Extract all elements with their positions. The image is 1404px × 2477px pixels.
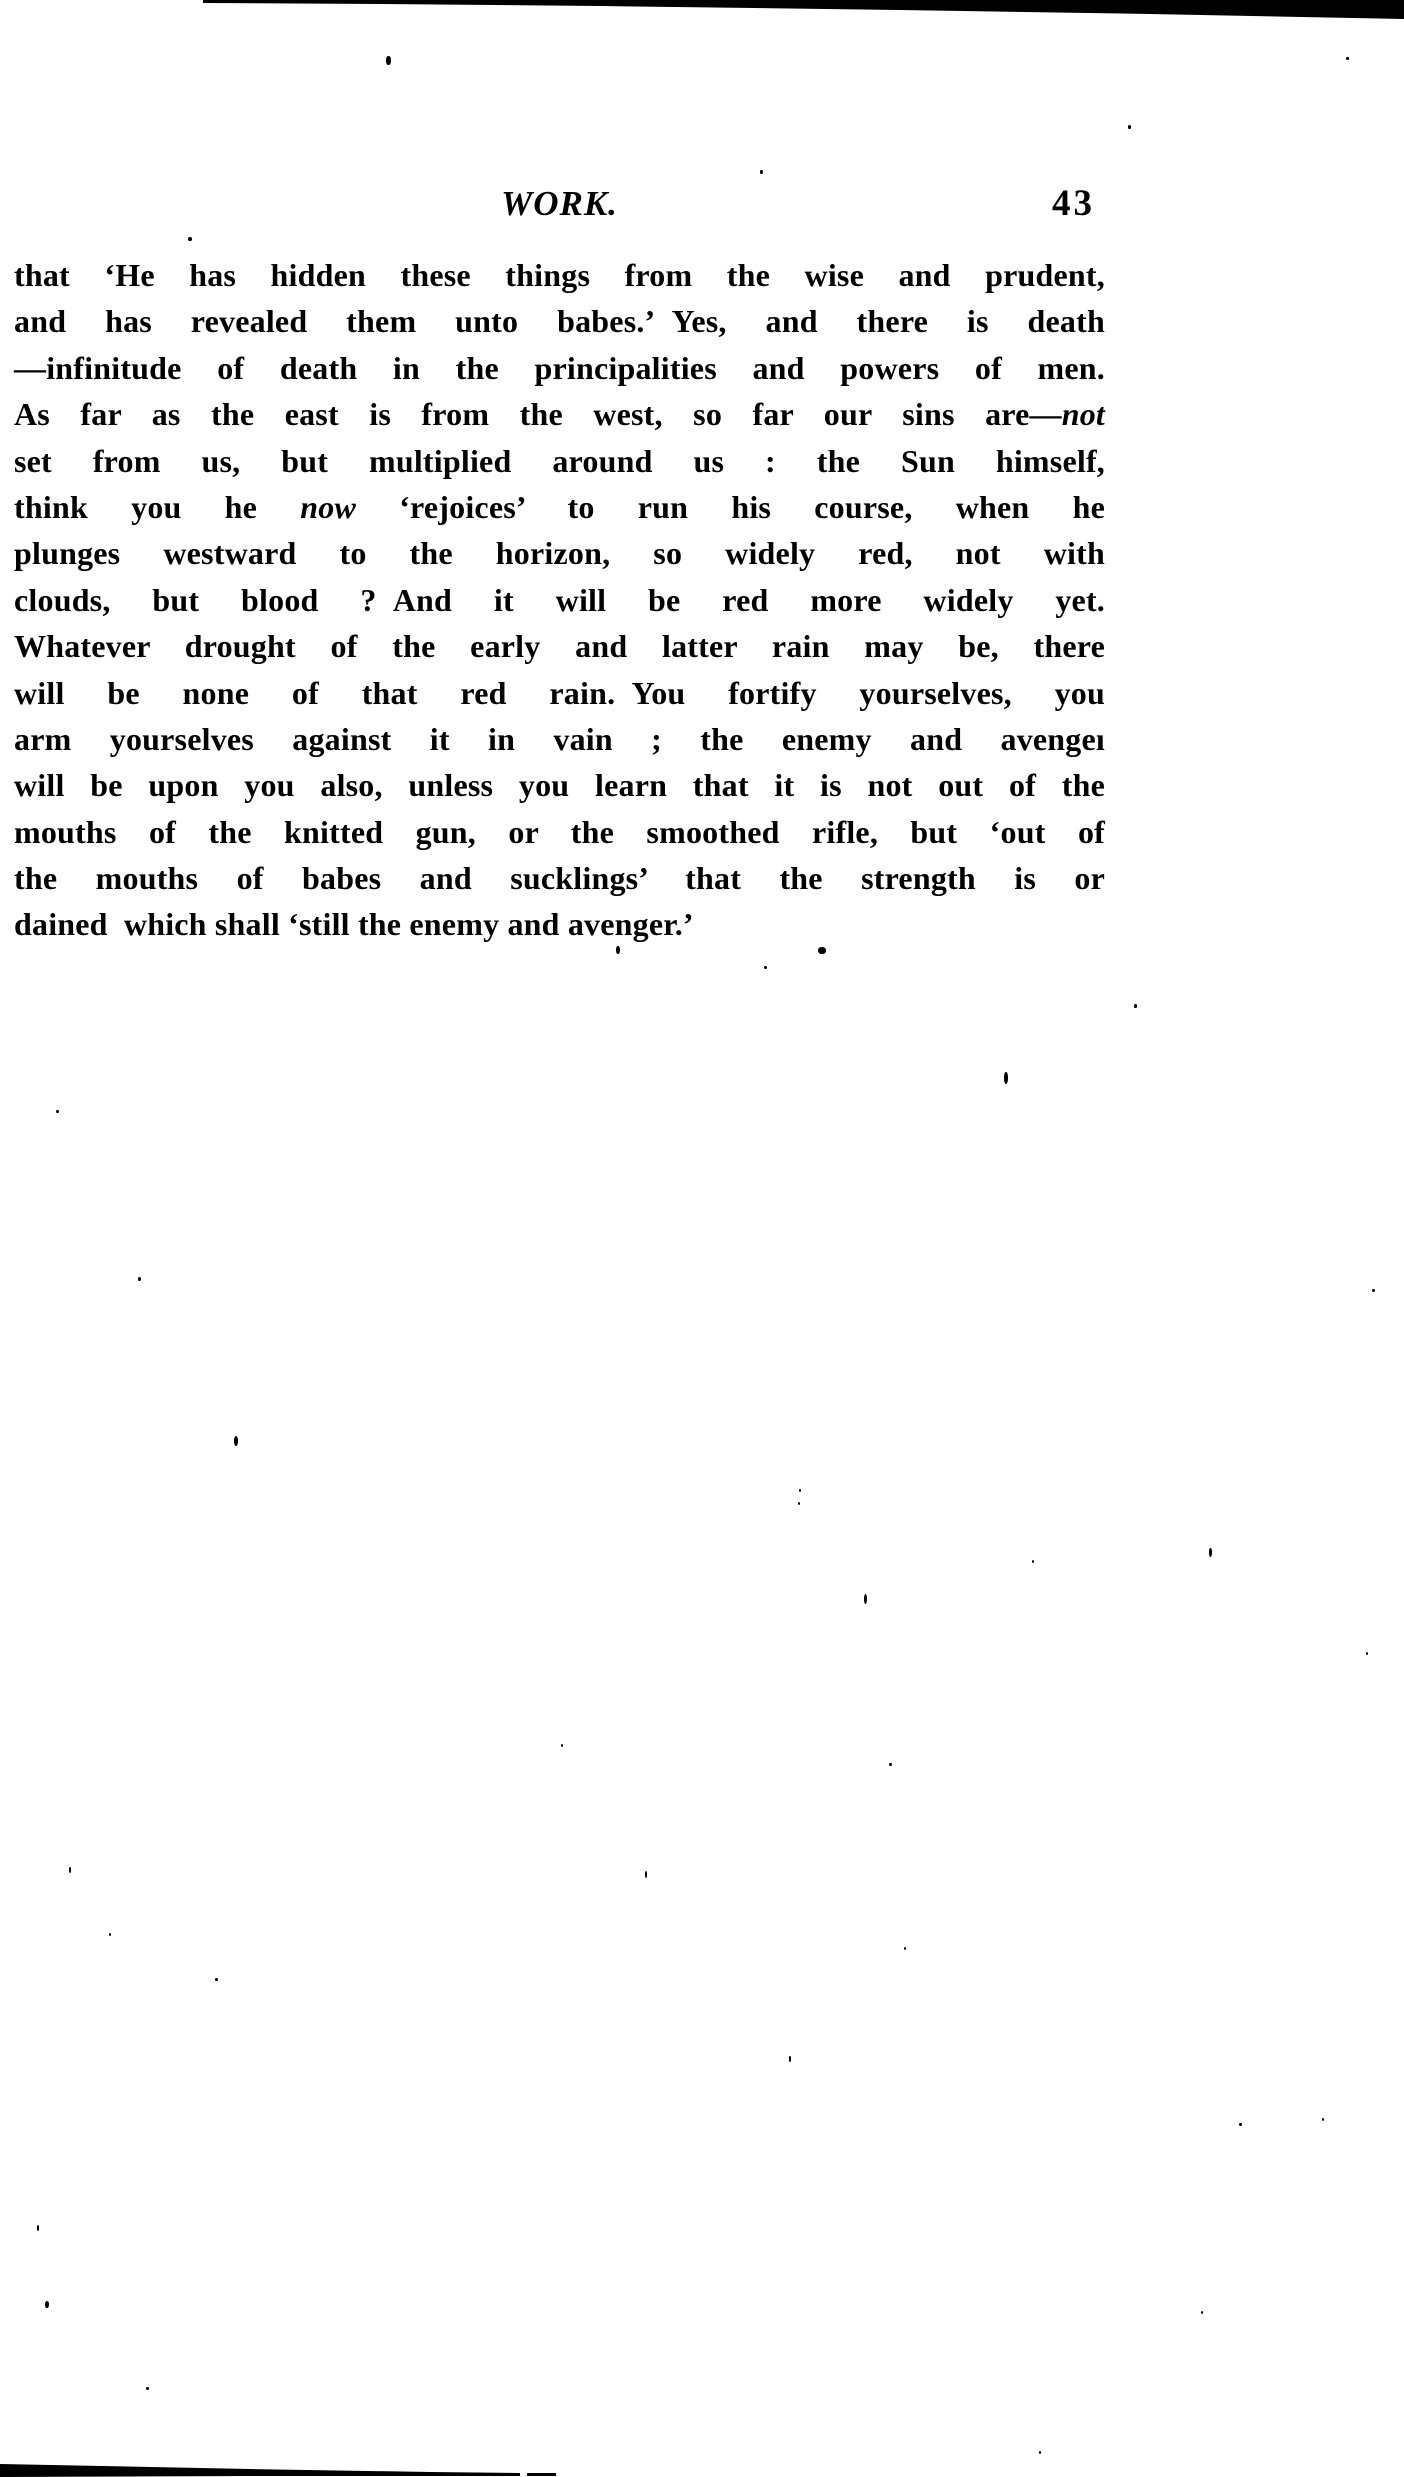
text-line [14,298,1105,344]
italic-text-segment: now [300,488,357,525]
text-line [14,438,1105,484]
text-segment: think you he [14,488,301,525]
text-line [14,530,1105,576]
scan-speck [645,1871,647,1878]
scan-edge-artifact-top [0,0,1404,24]
scan-speck [1239,2123,1242,2126]
scan-speck [1366,1652,1368,1655]
scan-speck [37,2225,39,2231]
text-line [14,855,1105,901]
page-number: 43 [1052,183,1095,224]
text-segment: will be upon you also, unless you learn that it is not out of the [14,767,1105,804]
scan-speck [1372,1289,1375,1292]
scan-speck [109,1933,111,1936]
scan-speck [764,966,767,969]
scan-speck [889,1763,892,1766]
text-line [14,623,1105,669]
text-line [14,716,1105,762]
scan-speck [1128,125,1131,129]
scan-speck [1134,1004,1137,1008]
scan-speck [1209,1548,1212,1557]
text-segment: the mouths of babes and sucklings’ that the strength is or [14,860,1105,897]
text-segment: clouds, but blood ? And it will be red more widely yet. [14,581,1105,618]
body-text-paragraph [14,252,1105,948]
scan-speck [561,1744,563,1747]
scan-speck [1004,1072,1008,1084]
text-segment: that ‘He has hidden these things from the wise and prudent, [14,257,1105,293]
scan-speck [1322,2118,1324,2121]
scan-edge-artifact-bottom [0,2461,1404,2477]
scan-speck [56,1110,59,1113]
text-segment: dained which shall ‘still the enemy and avenger.’ [14,906,694,943]
scan-speck [188,237,192,241]
text-line [14,762,1105,808]
text-line [14,391,1105,437]
text-segment: ‘rejoices’ to run his course, when he [356,488,1105,525]
text-line [14,252,1105,298]
scan-speck [1032,1560,1034,1563]
scan-speck [1201,2311,1203,2314]
scan-speck [616,946,620,954]
text-segment: mouths of the knitted gun, or the smoothed rifle, but ‘out of [14,813,1105,850]
text-segment: Whatever drought of the early and latter rain may be, there [14,628,1105,665]
text-segment: arm yourselves against it in vain ; the enemy and avengeı [14,720,1105,757]
text-line [14,670,1105,716]
scan-speck [138,1277,141,1281]
scan-speck [215,1978,218,1981]
scan-speck [69,1867,71,1873]
text-segment: As far as the east is from the west, so far our sins are— [14,396,1062,433]
scan-speck [760,170,763,174]
scan-speck [818,947,826,954]
text-segment: plunges westward to the horizon, so widely red, not with [14,535,1105,572]
scan-speck [386,56,391,65]
scan-speck [789,2056,791,2062]
text-line [14,577,1105,623]
text-segment: set from us, but multiplied around us : the Sun himself, [14,442,1105,479]
text-line [14,345,1105,391]
scan-speck [1346,57,1349,60]
page-header [14,181,1105,229]
scan-speck [799,1489,801,1492]
text-segment: and has revealed them unto babes.’ Yes, and there is death [14,303,1105,340]
scan-speck [146,2387,149,2390]
italic-text-segment: not [1061,396,1105,433]
running-title: WORK. [501,184,618,223]
text-line [14,901,1105,947]
scan-speck [904,1947,906,1950]
scan-speck [864,1594,867,1604]
scan-speck [1039,2451,1041,2454]
scan-speck [45,2301,49,2308]
scan-speck [234,1436,238,1446]
text-segment: —infinitude of death in the principalities and powers of men. [14,349,1105,386]
scan-speck [798,1502,800,1505]
text-line [14,809,1105,855]
text-line [14,484,1105,530]
text-segment: will be none of that red rain. You fortify yourselves, you [14,674,1105,711]
